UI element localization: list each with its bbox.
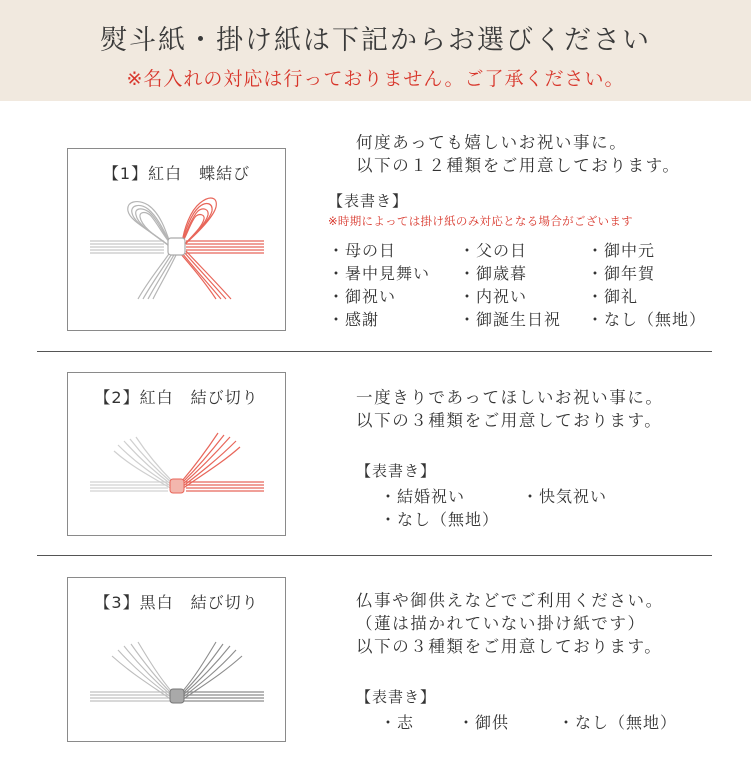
- list-item: ・感謝: [328, 310, 380, 329]
- omotegaki-heading-1: 【表書き】: [328, 192, 409, 210]
- list-item: ・御年賀: [587, 264, 656, 283]
- description-3c: 以下の３種類をご用意しております。: [356, 637, 663, 656]
- page-title: 熨斗紙・掛け紙は下記からお選びください: [100, 25, 651, 56]
- description-3b: （蓮は描かれていない掛け紙です）: [356, 614, 646, 633]
- noshi-card-3: [67, 577, 286, 742]
- description-2a: 一度きりであってほしいお祝い事に。: [356, 388, 664, 407]
- list-item: ・志: [380, 713, 415, 732]
- list-item: ・御誕生日祝: [459, 310, 562, 329]
- section-divider: [37, 351, 712, 352]
- card-title-1: 【1】紅白 蝶結び: [102, 164, 251, 183]
- header-note: ※名入れの対応は行っておりません。ご了承ください。: [126, 68, 625, 90]
- list-item: ・内祝い: [459, 287, 528, 306]
- list-item: ・御中元: [587, 241, 656, 260]
- list-item: ・母の日: [328, 241, 397, 260]
- list-item: ・御祝い: [328, 287, 397, 306]
- description-1a: 何度あっても嬉しいお祝い事に。: [356, 133, 628, 152]
- list-item: ・結婚祝い: [380, 487, 466, 506]
- list-item: ・なし（無地）: [558, 713, 678, 732]
- list-item: ・快気祝い: [522, 487, 608, 506]
- knot: [170, 479, 184, 493]
- list-item: ・御供: [458, 713, 510, 732]
- musubikiri-red-illustration: [68, 373, 287, 537]
- description-3a: 仏事や御供えなどでご利用ください。: [356, 591, 664, 610]
- description-2b: 以下の３種類をご用意しております。: [356, 411, 663, 430]
- card-title-3: 【3】黒白 結び切り: [94, 593, 259, 612]
- omotegaki-heading-3: 【表書き】: [356, 688, 437, 706]
- section-divider: [37, 555, 712, 556]
- knot: [168, 238, 185, 255]
- knot: [170, 689, 184, 703]
- header-banner: [0, 0, 751, 101]
- card-title-2: 【2】紅白 結び切り: [94, 388, 259, 407]
- season-warning: ※時期によっては掛け紙のみ対応となる場合がございます: [328, 214, 633, 228]
- list-item: ・御歳暮: [459, 264, 528, 283]
- list-item: ・暑中見舞い: [328, 264, 431, 283]
- chouchou-musubi-illustration: [68, 149, 287, 332]
- noshi-card-2: [67, 372, 286, 536]
- noshi-card-1: [67, 148, 286, 331]
- omotegaki-heading-2: 【表書き】: [356, 462, 437, 480]
- musubikiri-black-illustration: [68, 578, 287, 743]
- list-item: ・御礼: [587, 287, 639, 306]
- list-item: ・なし（無地）: [587, 310, 707, 329]
- list-item: ・なし（無地）: [380, 510, 500, 529]
- list-item: ・父の日: [459, 241, 528, 260]
- description-1b: 以下の１２種類をご用意しております。: [356, 156, 681, 175]
